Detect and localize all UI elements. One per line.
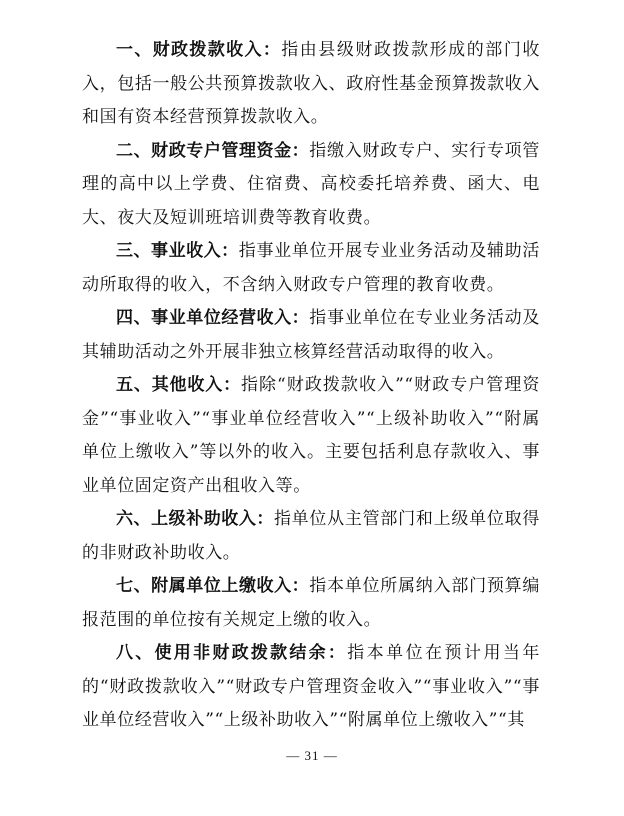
paragraph-other-income [82, 369, 540, 503]
paragraph-affiliated-unit-remittance [82, 570, 540, 637]
paragraph-term: 七、附属单位上缴收入： [116, 576, 310, 596]
document-body [82, 34, 540, 738]
paragraph-text: 指事业单位开展专业业务活动及辅助活动所取得的收入，不含纳入财政专户管理的教育收费。 [82, 241, 540, 295]
paragraph-text: 指缴入财政专户、实行专项管理的高中以上学费、住宿费、高校委托培养费、函大、电大、夜大及短训班培训费等教育收费。 [82, 140, 540, 228]
paragraph-text: 指除“财政拨款收入”“财政专户管理资金”“事业收入”“事业单位经营收入”“上级补助收入”“附属单位上缴收入”等以外的收入。主要包括利息存款收入、事业单位固定资产出租收入等。 [82, 375, 540, 496]
paragraph-text: 指事业单位在专业业务活动及其辅助活动之外开展非独立核算经营活动取得的收入。 [82, 308, 540, 362]
paragraph-term: 三、事业收入： [116, 241, 239, 261]
paragraph-term: 一、财政拨款收入： [116, 40, 282, 60]
paragraph-text: 指本单位所属纳入部门预算编报范围的单位按有关规定上缴的收入。 [82, 576, 540, 630]
paragraph-term: 二、财政专户管理资金： [116, 140, 310, 161]
paragraph-term: 四、事业单位经营收入： [116, 308, 310, 328]
paragraph-fiscal-appropriation-income [82, 34, 540, 135]
paragraph-term: 八、使用非财政拨款结余： [116, 643, 348, 663]
paragraph-term: 六、上级补助收入： [116, 509, 274, 529]
paragraph-term: 五、其他收入： [116, 375, 241, 395]
paragraph-business-income [82, 235, 540, 302]
paragraph-text: 指本单位在预计用当年的“财政拨款收入”“财政专户管理资金收入”“事业收入”“事业单位经营收入”“上级补助收入”“附属单位上缴收入”“其 [82, 643, 540, 730]
paragraph-text: 指单位从主管部门和上级单位取得的非财政补助收入。 [82, 509, 541, 563]
paragraph-operating-income [82, 302, 540, 369]
paragraph-superior-subsidy-income [82, 503, 540, 570]
paragraph-text: 指由县级财政拨款形成的部门收入，包括一般公共预算拨款收入、政府性基金预算拨款收入和国有资本经营预算拨款收入。 [82, 40, 540, 127]
page-number: — 31 — [286, 748, 338, 763]
paragraph-non-fiscal-balance-usage [82, 637, 540, 738]
paragraph-fiscal-special-account-funds [82, 135, 540, 236]
